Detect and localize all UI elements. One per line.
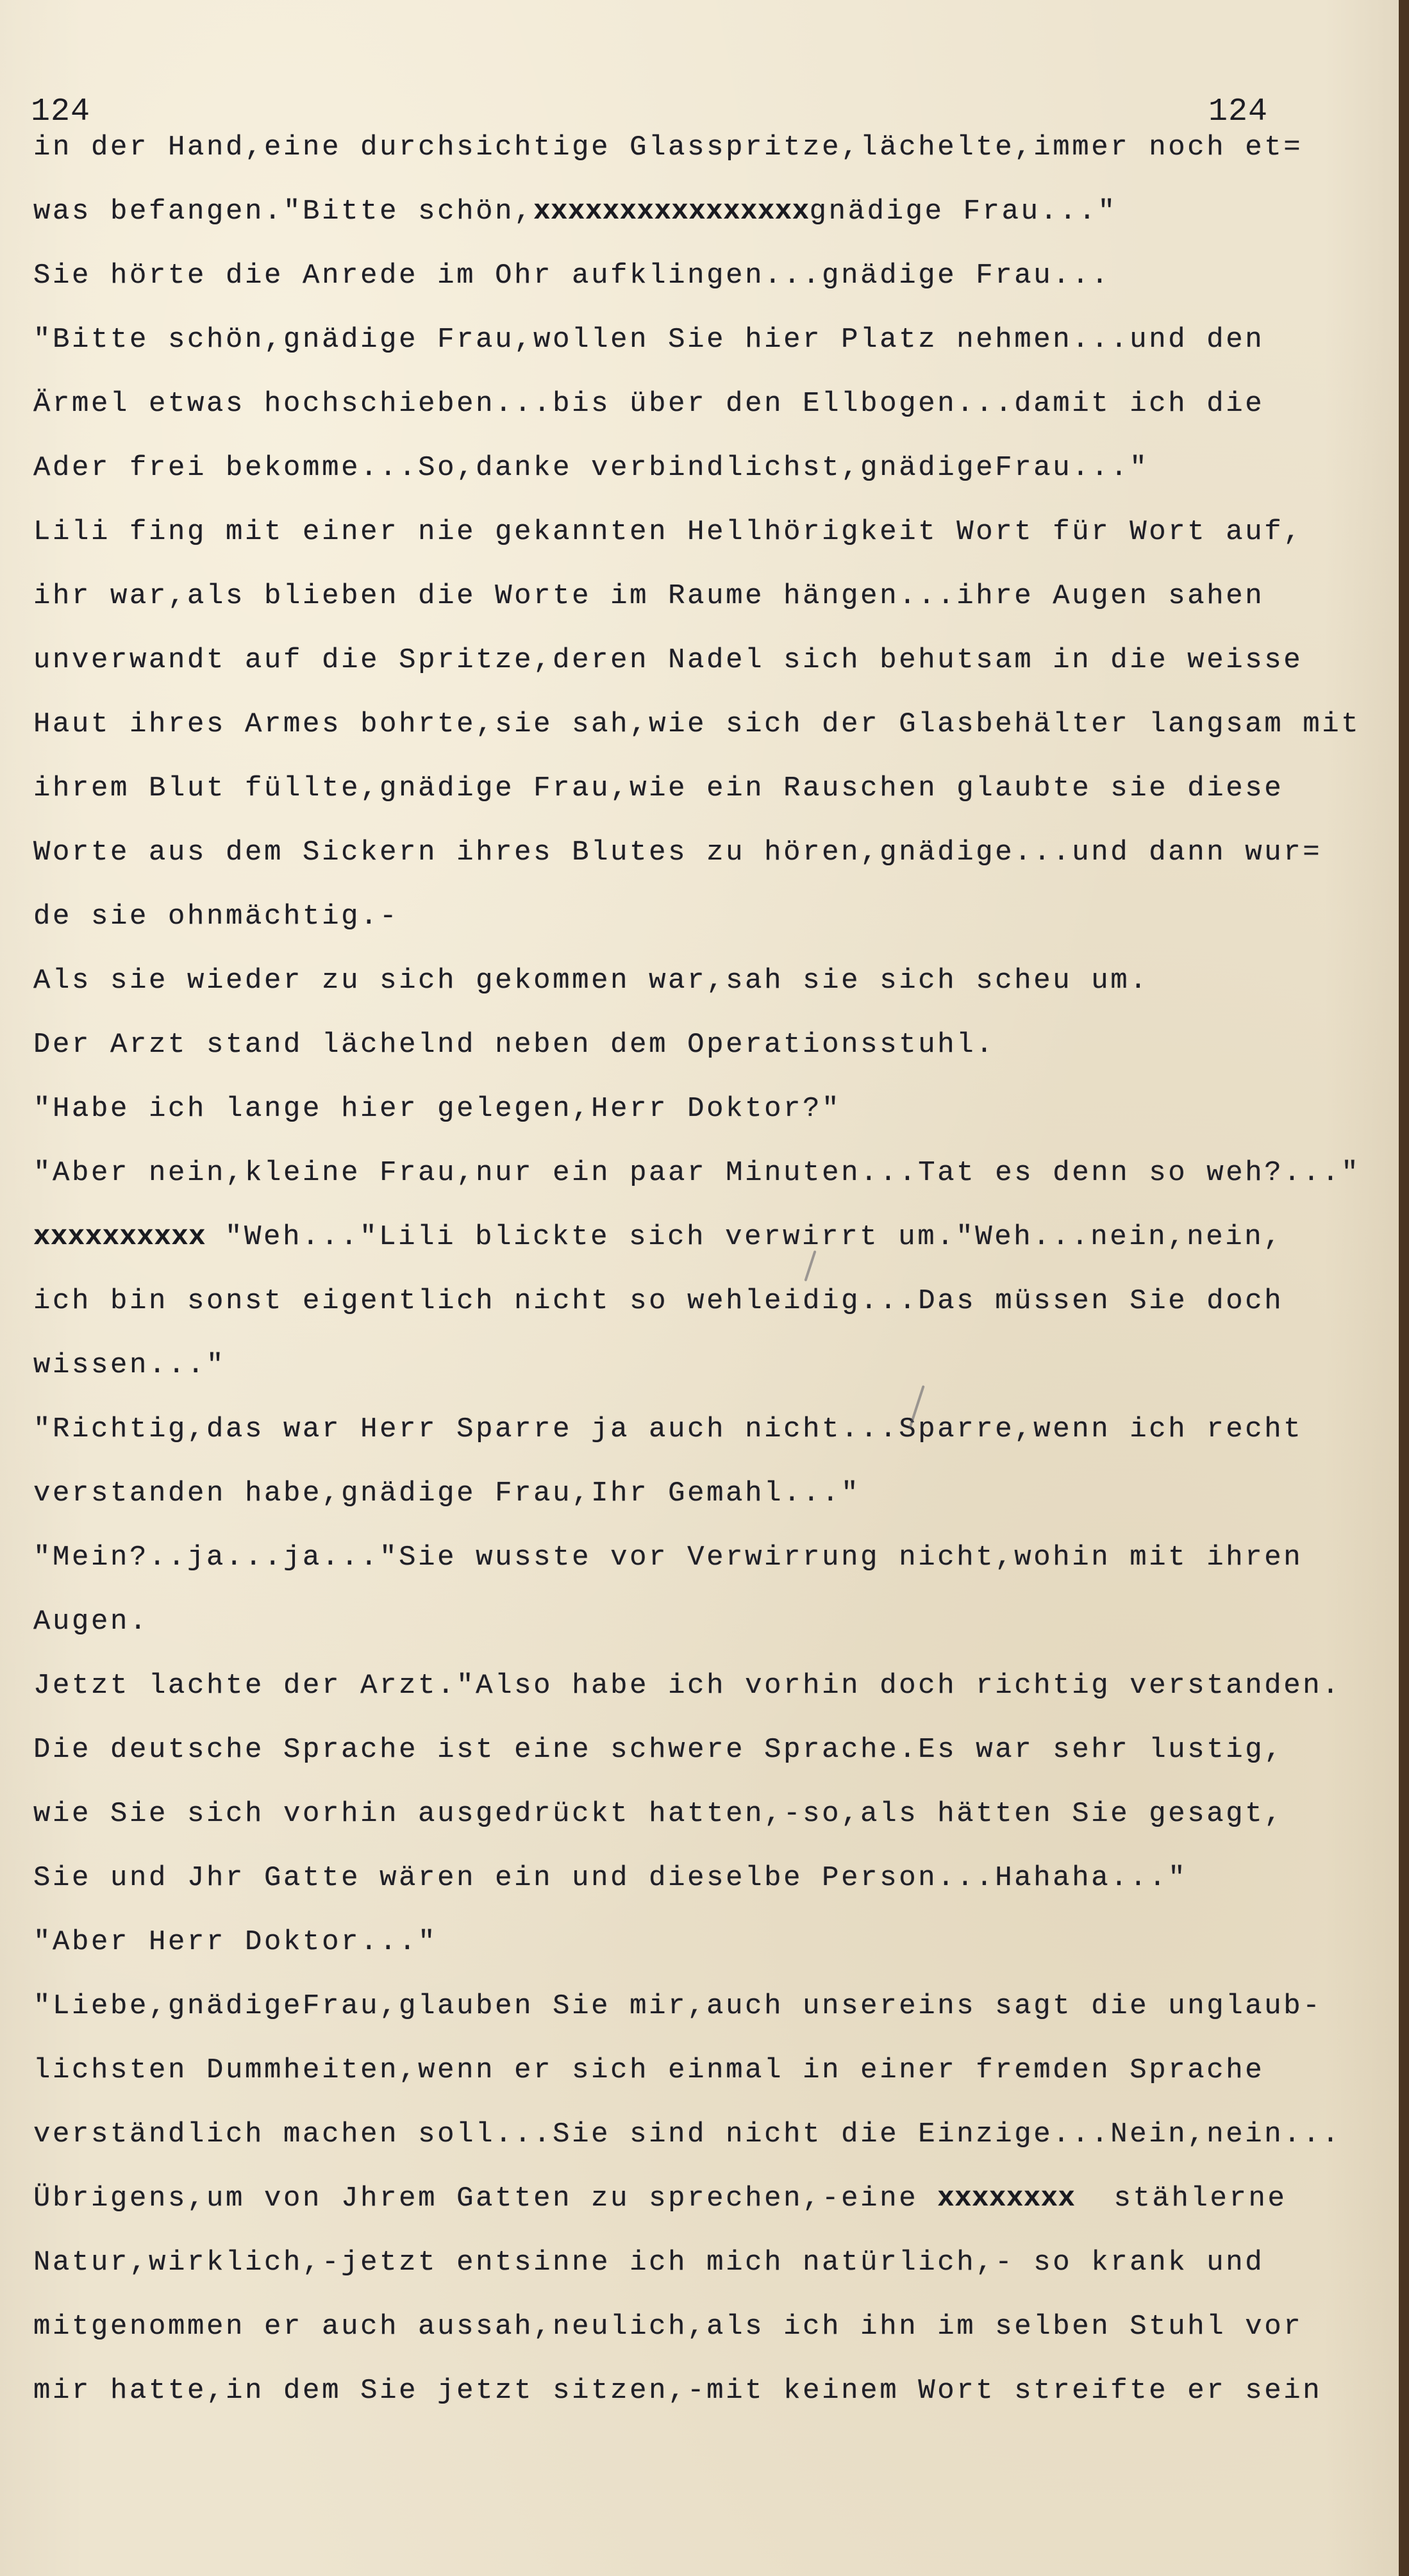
text-line [33, 500, 1386, 564]
body-text [33, 115, 1386, 2423]
text-line [33, 756, 1386, 820]
text-line [33, 1590, 1386, 1654]
text-segment: "Mein?..ja...ja..."Sie wusste vor Verwirrung nicht,wohin mit ihren [33, 1541, 1303, 1574]
text-line [33, 1974, 1386, 2038]
text-segment: gnädige Frau..." [809, 195, 1117, 228]
text-segment: "Aber Herr Doktor..." [33, 1926, 438, 1958]
text-segment: Sie und Jhr Gatte wären ein und dieselbe Person...Hahaha..." [33, 1862, 1188, 1894]
text-line [33, 628, 1386, 692]
text-segment: was befangen."Bitte schön, [33, 195, 534, 228]
text-line [33, 885, 1386, 949]
text-line [33, 1718, 1386, 1782]
text-segment: Übrigens,um von Jhrem Gatten zu sprechen,-eine [33, 2182, 938, 2215]
text-segment: "Richtig,das war Herr Sparre ja auch nicht...Sparre,wenn ich recht [33, 1413, 1303, 1445]
text-line [33, 372, 1386, 436]
text-segment: Die deutsche Sprache ist eine schwere Sprache.Es war sehr lustig, [33, 1734, 1284, 1766]
text-segment: mitgenommen er auch aussah,neulich,als ich ihn im selben Stuhl vor [33, 2311, 1303, 2343]
text-segment: Augen. [33, 1606, 149, 1638]
text-segment: Worte aus dem Sickern ihres Blutes zu hören,gnädige...und dann wur= [33, 836, 1322, 868]
text-segment: "Habe ich lange hier gelegen,Herr Doktor?" [33, 1093, 842, 1125]
text-segment: verstanden habe,gnädige Frau,Ihr Gemahl..." [33, 1477, 861, 1509]
text-line [33, 820, 1386, 885]
page-number-left: 124 [31, 94, 91, 130]
text-line [33, 1654, 1386, 1718]
text-segment: ich bin sonst eigentlich nicht so wehleidig...Das müssen Sie doch [33, 1285, 1284, 1317]
text-line [33, 436, 1386, 500]
text-segment: "Weh..."Lili blickte sich verwirrt um."Weh...nein,nein, [206, 1221, 1283, 1253]
text-line [33, 115, 1386, 179]
text-line [33, 2038, 1386, 2102]
text-segment: Jetzt lachte der Arzt."Also habe ich vorhin doch richtig verstanden. [33, 1670, 1342, 1702]
typed-over-deletion: xxxxxxxxxx [33, 1221, 206, 1253]
text-line [33, 692, 1386, 756]
text-segment: de sie ohnmächtig.- [33, 901, 399, 933]
text-line [33, 1525, 1386, 1590]
text-line [33, 1269, 1386, 1333]
text-segment: Der Arzt stand lächelnd neben dem Operationsstuhl. [33, 1029, 996, 1061]
text-segment: Natur,wirklich,-jetzt entsinne ich mich natürlich,- so krank und [33, 2247, 1265, 2279]
text-line [33, 1397, 1386, 1461]
text-segment: Ärmel etwas hochschieben...bis über den Ellbogen...damit ich die [33, 388, 1265, 420]
text-segment: verständlich machen soll...Sie sind nicht die Einzige...Nein,nein... [33, 2118, 1342, 2150]
text-segment: ihr war,als blieben die Worte im Raume hängen...ihre Augen sahen [33, 580, 1265, 612]
text-segment: Ader frei bekomme...So,danke verbindlichst,gnädigeFrau..." [33, 452, 1149, 484]
text-line [33, 2166, 1386, 2231]
text-line [33, 2359, 1386, 2423]
text-segment: stählerne [1075, 2182, 1287, 2215]
text-line [33, 2102, 1386, 2166]
text-line [33, 179, 1386, 244]
text-line [33, 1333, 1386, 1397]
text-segment: in der Hand,eine durchsichtige Glasspritze,lächelte,immer noch et= [33, 131, 1303, 163]
text-line [33, 1846, 1386, 1910]
text-line [33, 1910, 1386, 1974]
text-line [33, 949, 1386, 1013]
text-line [33, 1077, 1386, 1141]
text-segment: ihrem Blut füllte,gnädige Frau,wie ein Rauschen glaubte sie diese [33, 772, 1284, 804]
text-line [33, 1461, 1386, 1525]
text-line [33, 564, 1386, 628]
text-segment: Lili fing mit einer nie gekannten Hellhörigkeit Wort für Wort auf, [33, 516, 1303, 548]
text-segment: lichsten Dummheiten,wenn er sich einmal in einer fremden Sprache [33, 2054, 1265, 2086]
text-segment: wissen..." [33, 1349, 226, 1381]
text-segment: unverwandt auf die Spritze,deren Nadel sich behutsam in die weisse [33, 644, 1303, 676]
text-line [33, 1205, 1386, 1269]
text-line [33, 1782, 1386, 1846]
text-segment: "Bitte schön,gnädige Frau,wollen Sie hier Platz nehmen...und den [33, 324, 1265, 356]
text-line [33, 244, 1386, 308]
text-segment: Haut ihres Armes bohrte,sie sah,wie sich der Glasbehälter langsam mit [33, 708, 1361, 740]
text-segment: mir hatte,in dem Sie jetzt sitzen,-mit keinem Wort streifte er sein [33, 2375, 1322, 2407]
text-segment: Sie hörte die Anrede im Ohr aufklingen...gnädige Frau... [33, 260, 1111, 292]
text-segment: "Aber nein,kleine Frau,nur ein paar Minuten...Tat es denn so weh?..." [33, 1157, 1361, 1189]
text-line [33, 2295, 1386, 2359]
page-number-right: 124 [1208, 94, 1269, 130]
text-segment: wie Sie sich vorhin ausgedrückt hatten,-so,als hätten Sie gesagt, [33, 1798, 1284, 1830]
text-line [33, 1141, 1386, 1205]
text-line [33, 2231, 1386, 2295]
text-line [33, 308, 1386, 372]
page-edge [1399, 0, 1409, 2576]
text-segment: "Liebe,gnädigeFrau,glauben Sie mir,auch unsereins sagt die unglaub- [33, 1990, 1322, 2022]
text-line [33, 1013, 1386, 1077]
text-segment: Als sie wieder zu sich gekommen war,sah sie sich scheu um. [33, 965, 1149, 997]
typed-over-deletion: xxxxxxxx [937, 2182, 1076, 2215]
typed-over-deletion: xxxxxxxxxxxxxxxx [533, 195, 810, 228]
